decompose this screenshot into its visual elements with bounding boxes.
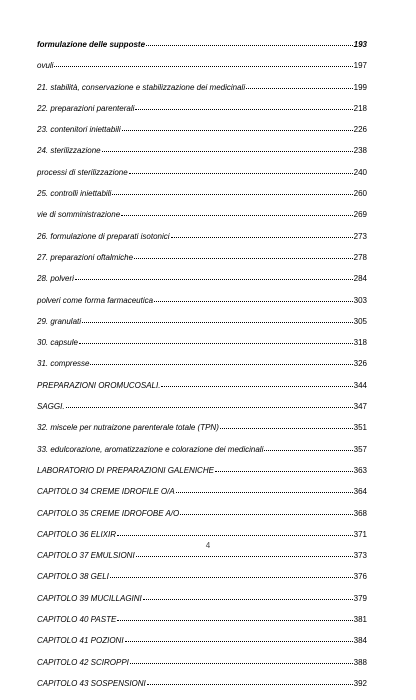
table-of-contents <box>37 40 367 700</box>
toc-entry-page: 351 <box>353 423 367 433</box>
toc-dot-leader <box>135 103 352 110</box>
toc-entry-page: 384 <box>353 636 367 646</box>
toc-entry-page: 368 <box>353 508 367 518</box>
toc-entry-title: 23. contenitori iniettabili <box>37 125 121 135</box>
toc-entry[interactable] <box>37 679 367 700</box>
toc-entry-page: 199 <box>353 82 367 92</box>
toc-entry[interactable] <box>37 189 367 210</box>
toc-dot-leader <box>79 337 353 344</box>
toc-dot-leader <box>147 678 353 685</box>
toc-entry-page: 197 <box>353 61 367 71</box>
toc-dot-leader <box>264 444 352 451</box>
toc-dot-leader <box>112 188 352 195</box>
toc-dot-leader <box>180 508 352 515</box>
toc-entry[interactable] <box>37 445 367 466</box>
toc-entry[interactable] <box>37 509 367 530</box>
toc-entry-title: polveri come forma farmaceutica <box>37 295 154 305</box>
toc-entry-page: 381 <box>353 615 367 625</box>
toc-dot-leader <box>110 571 353 578</box>
toc-entry-title: 33. edulcorazione, aromatizzazione e colorazione dei medicinali <box>37 444 264 454</box>
toc-dot-leader <box>121 209 353 216</box>
toc-entry-title: formulazione delle supposte <box>37 40 146 49</box>
toc-dot-leader <box>154 295 353 302</box>
toc-entry[interactable] <box>37 466 367 487</box>
toc-dot-leader <box>134 252 353 259</box>
toc-entry[interactable] <box>37 551 367 572</box>
toc-dot-leader <box>215 465 353 472</box>
toc-entry-page: 226 <box>353 125 367 135</box>
toc-entry-title: CAPITOLO 42 SCIROPPI <box>37 657 129 667</box>
toc-entry[interactable] <box>37 359 367 380</box>
toc-entry-page: 269 <box>353 210 367 220</box>
toc-entry-page: 371 <box>353 529 367 539</box>
toc-entry-page: 392 <box>353 678 367 688</box>
toc-entry-title: vie di somministrazione <box>37 210 121 220</box>
toc-dot-leader <box>143 593 353 600</box>
toc-dot-leader <box>66 401 353 408</box>
toc-entry-page: 240 <box>353 167 367 177</box>
toc-entry[interactable] <box>37 317 367 338</box>
toc-dot-leader <box>90 358 352 365</box>
toc-dot-leader <box>117 529 353 536</box>
toc-entry[interactable] <box>37 594 367 615</box>
toc-entry-title: CAPITOLO 36 ELIXIR <box>37 529 116 539</box>
toc-dot-leader <box>122 124 353 131</box>
toc-entry[interactable] <box>37 274 367 295</box>
toc-entry[interactable] <box>37 232 367 253</box>
toc-dot-leader <box>130 657 353 664</box>
toc-entry-title: CAPITOLO 43 SOSPENSIONI <box>37 678 146 688</box>
toc-dot-leader <box>176 486 353 493</box>
toc-entry-title: 30. capsule <box>37 338 78 348</box>
toc-dot-leader <box>161 380 352 387</box>
toc-entry-title: SAGGI. <box>37 402 65 412</box>
toc-entry-title: 29. granulati <box>37 316 82 326</box>
toc-entry-page: 326 <box>353 359 367 369</box>
toc-entry-title: 27. preparazioni oftalmiche <box>37 252 134 262</box>
toc-entry-page: 305 <box>353 316 367 326</box>
toc-entry[interactable] <box>37 636 367 657</box>
toc-entry-title: ovuli <box>37 61 54 71</box>
toc-entry-page: 379 <box>353 593 367 603</box>
toc-entry-page: 218 <box>353 103 367 113</box>
toc-entry-page: 347 <box>353 402 367 412</box>
toc-entry-page: 260 <box>353 189 367 199</box>
toc-entry[interactable] <box>37 104 367 125</box>
toc-entry-title: 32. miscele per nutraizone parenterale totale (TPN) <box>37 423 219 433</box>
toc-entry-page: 373 <box>353 551 367 561</box>
toc-entry-title: processi di sterilizzazione <box>37 167 128 177</box>
toc-entry-title: CAPITOLO 35 CREME IDROFOBE A/O <box>37 508 180 518</box>
toc-entry-page: 238 <box>353 146 367 156</box>
toc-entry-title: 31. compresse <box>37 359 90 369</box>
toc-dot-leader <box>171 231 353 238</box>
toc-entry[interactable] <box>37 338 367 359</box>
toc-entry-title: CAPITOLO 38 GELI <box>37 572 109 582</box>
toc-entry-title: 22. preparazioni parenterali <box>37 103 135 113</box>
toc-entry[interactable] <box>37 61 367 82</box>
toc-entry[interactable] <box>37 402 367 423</box>
toc-entry[interactable] <box>37 40 367 61</box>
toc-dot-leader <box>102 145 353 152</box>
toc-dot-leader <box>146 39 353 46</box>
toc-entry[interactable] <box>37 572 367 593</box>
toc-entry-title: CAPITOLO 41 POZIONI <box>37 636 124 646</box>
toc-entry-page: 344 <box>353 380 367 390</box>
toc-entry[interactable] <box>37 168 367 189</box>
toc-entry[interactable] <box>37 658 367 679</box>
toc-entry-page: 284 <box>353 274 367 284</box>
toc-entry-title: 28. polveri <box>37 274 74 284</box>
toc-entry-title: 26. formulazione di preparati isotonici <box>37 231 170 241</box>
toc-entry-page: 363 <box>353 465 367 475</box>
toc-entry[interactable] <box>37 83 367 104</box>
toc-entry[interactable] <box>37 615 367 636</box>
toc-entry-title: LABORATORIO DI PREPARAZIONI GALENICHE <box>37 465 214 475</box>
toc-dot-leader <box>75 273 353 280</box>
toc-entry-title: PREPARAZIONI OROMUCOSALI. <box>37 380 161 390</box>
toc-entry[interactable] <box>37 210 367 231</box>
toc-entry-page: 364 <box>353 487 367 497</box>
toc-entry-title: CAPITOLO 40 PASTE <box>37 615 117 625</box>
toc-entry-page: 273 <box>353 231 367 241</box>
toc-dot-leader <box>117 614 352 621</box>
toc-entry-title: CAPITOLO 34 CREME IDROFILE O/A <box>37 487 175 497</box>
toc-dot-leader <box>129 167 353 174</box>
toc-entry-title: CAPITOLO 37 EMULSIONI <box>37 551 135 561</box>
toc-entry[interactable] <box>37 146 367 167</box>
toc-entry-page: 376 <box>353 572 367 582</box>
toc-entry-page: 278 <box>353 252 367 262</box>
toc-entry-page: 303 <box>353 295 367 305</box>
toc-entry-page: 357 <box>353 444 367 454</box>
page-number: 4 <box>205 541 211 550</box>
toc-entry-page: 388 <box>353 657 367 667</box>
toc-dot-leader <box>82 316 353 323</box>
toc-entry-page: 193 <box>353 40 367 49</box>
toc-entry[interactable] <box>37 423 367 444</box>
toc-entry[interactable] <box>37 253 367 274</box>
toc-entry-title: 21. stabilità, conservazione e stabilizzazione dei medicinali <box>37 82 246 92</box>
toc-dot-leader <box>220 422 353 429</box>
toc-entry[interactable] <box>37 125 367 146</box>
toc-entry[interactable] <box>37 487 367 508</box>
toc-dot-leader <box>54 60 352 67</box>
toc-entry[interactable] <box>37 296 367 317</box>
toc-dot-leader <box>246 82 353 89</box>
toc-dot-leader <box>136 550 353 557</box>
toc-entry-title: CAPITOLO 39 MUCILLAGINI <box>37 593 142 603</box>
toc-entry[interactable] <box>37 381 367 402</box>
toc-entry-page: 318 <box>353 338 367 348</box>
toc-entry-title: 24. sterilizzazione <box>37 146 101 156</box>
toc-entry-title: 25. controlli iniettabili <box>37 189 112 199</box>
toc-dot-leader <box>125 635 353 642</box>
